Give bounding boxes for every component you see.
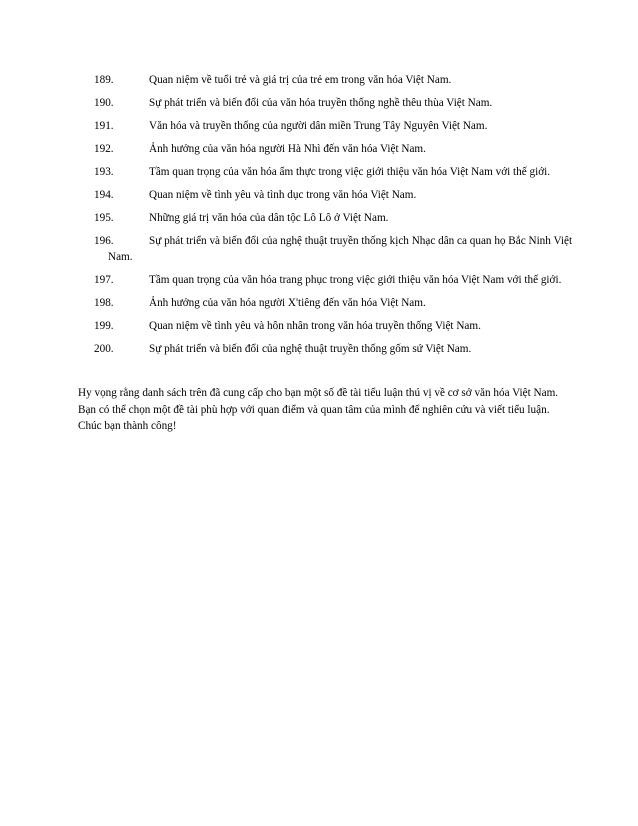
list-item — [94, 318, 574, 334]
item-text: Tầm quan trọng của văn hóa ẩm thực trong việc giới thiệu văn hóa Việt Nam với thế giới. — [149, 166, 551, 178]
list-item — [94, 95, 574, 111]
item-text: Ảnh hưởng của văn hóa người X'tiêng đến văn hóa Việt Nam. — [149, 297, 426, 309]
list-item — [94, 187, 574, 203]
list-item — [94, 118, 574, 134]
item-text: Quan niệm về tình yêu và tình dục trong văn hóa Việt Nam. — [149, 189, 417, 201]
item-number: 190. — [94, 97, 114, 109]
list-item — [94, 72, 574, 88]
item-number: 195. — [94, 212, 114, 224]
item-number: 198. — [94, 297, 114, 309]
conclusion-paragraph: Hy vọng rằng danh sách trên đã cung cấp cho bạn một số đề tài tiểu luận thú vị về cơ sở văn hóa Việt Nam. Bạn có thể chọn một đề tài phù hợp với quan điểm và quan tâm của mình để nghiên cứu và viết tiểu luận. Chúc bạn thành công! — [78, 387, 559, 433]
item-text: Quan niệm về tuổi trẻ và giá trị của trẻ em trong văn hóa Việt Nam. — [149, 74, 452, 86]
item-number: 199. — [94, 320, 114, 332]
list-item — [94, 272, 574, 288]
item-text: Sự phát triển và biến đổi của nghệ thuật truyền thống gốm sứ Việt Nam. — [149, 343, 472, 355]
item-text: Những giá trị văn hóa của dân tộc Lô Lô ở Việt Nam. — [149, 212, 389, 224]
item-number: 196. — [94, 235, 114, 247]
item-number: 191. — [94, 120, 114, 132]
list-item — [94, 341, 574, 357]
list-item — [94, 295, 574, 311]
item-text: Văn hóa và truyền thống của người dân miền Trung Tây Nguyên Việt Nam. — [149, 120, 488, 132]
item-number: 189. — [94, 74, 114, 86]
item-text: Sự phát triển và biến đổi của nghệ thuật truyền thống kịch Nhạc dân ca quan họ Bắc Ninh Việt Nam. — [108, 235, 573, 263]
item-number: 200. — [94, 343, 114, 355]
item-number: 194. — [94, 189, 114, 201]
list-item — [94, 233, 574, 265]
topic-list — [94, 72, 574, 364]
item-number: 192. — [94, 143, 114, 155]
list-item — [94, 164, 574, 180]
list-item — [94, 141, 574, 157]
item-number: 193. — [94, 166, 114, 178]
list-item — [94, 210, 574, 226]
item-text: Sự phát triển và biến đổi của văn hóa truyền thống nghề thêu thùa Việt Nam. — [149, 97, 493, 109]
item-text: Ảnh hưởng của văn hóa người Hà Nhì đến văn hóa Việt Nam. — [149, 143, 426, 155]
item-number: 197. — [94, 274, 114, 286]
item-text: Tầm quan trọng của văn hóa trang phục trong việc giới thiệu văn hóa Việt Nam với thế giới. — [149, 274, 562, 286]
item-text: Quan niệm về tình yêu và hôn nhân trong văn hóa truyền thống Việt Nam. — [149, 320, 481, 332]
